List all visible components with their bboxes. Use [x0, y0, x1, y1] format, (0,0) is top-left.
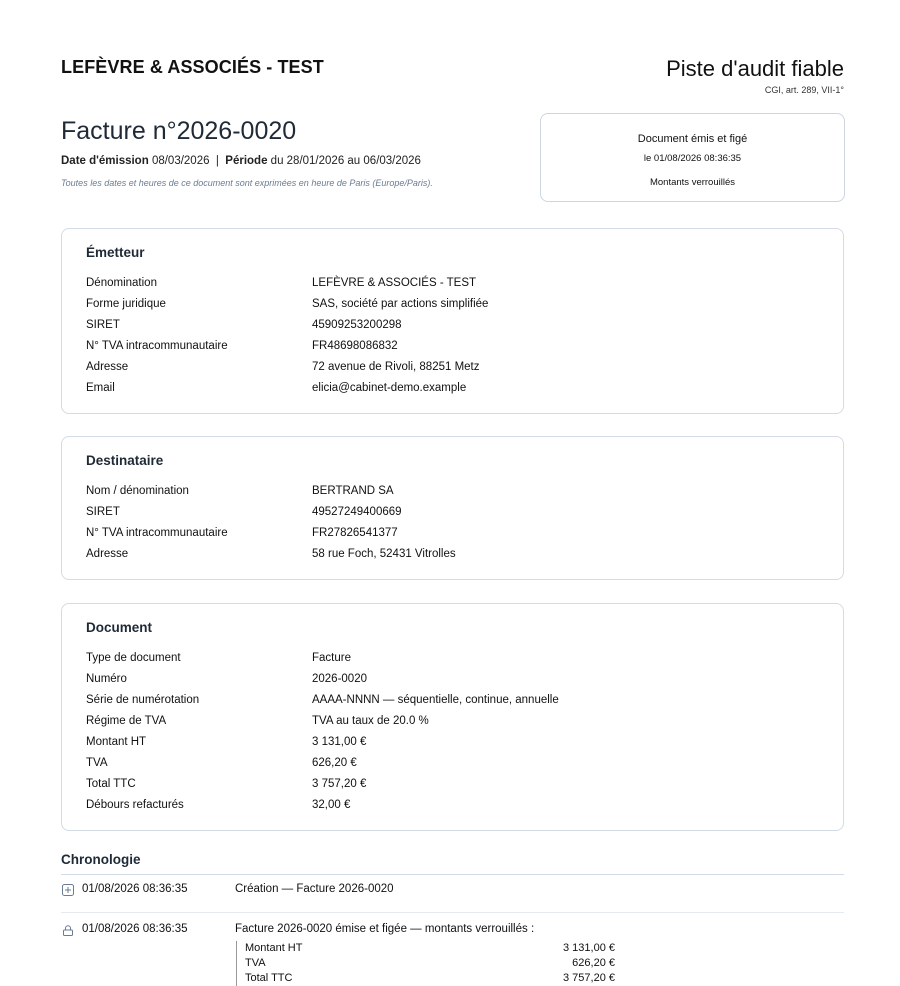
company-name: LEFÈVRE & ASSOCIÉS - TEST [61, 57, 324, 77]
row-value: SAS, société par actions simplifiée [312, 298, 489, 310]
emetteur-row [86, 273, 826, 294]
row-label: Série de numérotation [86, 694, 200, 706]
row-label: Total TTC [86, 778, 136, 790]
destinataire-row [86, 481, 826, 502]
destinataire-row [86, 502, 826, 523]
amount-label: Montant HT [245, 942, 303, 954]
row-value: 3 131,00 € [312, 736, 367, 748]
amount-value: 3 131,00 € [563, 942, 615, 954]
row-label: Adresse [86, 548, 129, 560]
document-row [86, 648, 826, 669]
audit-title: Piste d'audit fiable [666, 56, 844, 81]
row-label: TVA [86, 757, 108, 769]
seal-line-1: Document émis et figé [637, 133, 748, 145]
emetteur-title: Émetteur [86, 245, 145, 260]
row-label: Email [86, 382, 115, 394]
emetteur-row [86, 336, 826, 357]
row-label: Type de document [86, 652, 181, 664]
document-title: Document [86, 620, 153, 635]
row-label: Nom / dénomination [86, 485, 189, 497]
destinataire-title: Destinataire [86, 453, 164, 468]
meta-separator: | [215, 155, 219, 167]
row-label: SIRET [86, 319, 120, 331]
row-value: AAAA-NNNN — séquentielle, continue, annuelle [312, 694, 559, 706]
row-value: 58 rue Foch, 52431 Vitrolles [312, 548, 456, 560]
amount-row [245, 941, 645, 956]
emetteur-row [86, 357, 826, 378]
document-row [86, 732, 826, 753]
row-value: 49527249400669 [312, 506, 402, 518]
destinataire-card [61, 436, 844, 580]
row-value: elicia@cabinet-demo.example [312, 382, 467, 394]
event-timestamp: 01/08/2026 08:36:35 [82, 923, 188, 935]
event-timestamp: 01/08/2026 08:36:35 [82, 883, 188, 895]
row-value: 32,00 € [312, 799, 351, 811]
row-label: Numéro [86, 673, 127, 685]
row-label: N° TVA intracommunautaire [86, 340, 228, 352]
row-label: Régime de TVA [86, 715, 167, 727]
destinataire-row [86, 523, 826, 544]
row-label: N° TVA intracommunautaire [86, 527, 228, 539]
chronologie-divider [61, 874, 844, 875]
document-row [86, 795, 826, 816]
issue-date-label: Date d'émission [61, 155, 149, 167]
document-row [86, 753, 826, 774]
row-label: Forme juridique [86, 298, 166, 310]
plus-square-icon [62, 884, 74, 896]
audit-reference: CGI, art. 289, VII-1° [764, 85, 844, 95]
row-value: 45909253200298 [312, 319, 402, 331]
document-row [86, 774, 826, 795]
row-value: 626,20 € [312, 757, 357, 769]
row-value: FR48698086832 [312, 340, 398, 352]
emetteur-row [86, 378, 826, 399]
issue-date-value: 08/03/2026 [151, 155, 210, 167]
row-value: 2026-0020 [312, 673, 367, 685]
emetteur-row [86, 315, 826, 336]
amount-value: 3 757,20 € [563, 972, 615, 984]
row-value: LEFÈVRE & ASSOCIÉS - TEST [312, 277, 477, 289]
seal-line-3: Montants verrouillés [649, 177, 735, 188]
chronologie-title: Chronologie [61, 852, 141, 867]
locked-amounts [236, 941, 645, 986]
amount-label: TVA [245, 957, 266, 969]
invoice-title: Facture n°2026-0020 [61, 117, 297, 145]
row-label: Adresse [86, 361, 129, 373]
emetteur-card [61, 228, 844, 414]
document-row [86, 669, 826, 690]
destinataire-row [86, 544, 826, 565]
document-card [61, 603, 844, 831]
invoice-meta [61, 155, 421, 167]
emetteur-row [86, 294, 826, 315]
amount-value: 626,20 € [572, 957, 615, 969]
row-value: Facture [312, 652, 351, 664]
event-separator [61, 912, 844, 913]
seal-line-2: le 01/08/2026 08:36:35 [643, 153, 742, 164]
row-label: SIRET [86, 506, 120, 518]
period-label: Période [225, 155, 268, 167]
amount-label: Total TTC [245, 972, 293, 984]
document-row [86, 711, 826, 732]
row-label: Montant HT [86, 736, 147, 748]
row-value: FR27826541377 [312, 527, 398, 539]
row-value: 3 757,20 € [312, 778, 367, 790]
row-value: BERTRAND SA [312, 485, 394, 497]
period-value: du 28/01/2026 au 06/03/2026 [270, 155, 421, 167]
event-description: Création — Facture 2026-0020 [235, 883, 394, 895]
document-row [86, 690, 826, 711]
row-label: Débours refacturés [86, 799, 184, 811]
seal-box [540, 113, 845, 202]
row-value: 72 avenue de Rivoli, 88251 Metz [312, 361, 480, 373]
event-description: Facture 2026-0020 émise et figée — montants verrouillés : [235, 923, 535, 935]
amount-row [245, 956, 645, 971]
row-value: TVA au taux de 20.0 % [312, 715, 429, 727]
row-label: Dénomination [86, 277, 157, 289]
timezone-note: Toutes les dates et heures de ce document sont exprimées en heure de Paris (Europe/Paris). [61, 178, 433, 188]
lock-icon [62, 924, 74, 936]
